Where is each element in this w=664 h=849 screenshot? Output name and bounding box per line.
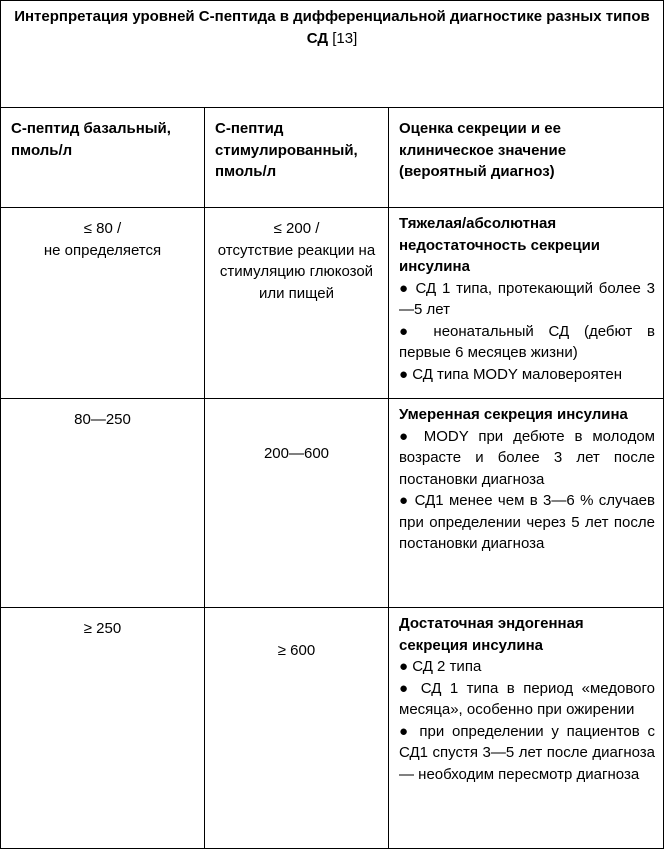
assessment-bullet: ● при определении у пациентов с СД1 спустя 3—5 лет после диагноза — необходим пересмотр диагноза — [399, 722, 655, 783]
basal-value: ≤ 80 / — [83, 220, 122, 237]
stimulated-cell — [205, 608, 389, 849]
table-row — [1, 208, 664, 399]
stimulated-value: 200—600 — [263, 445, 330, 462]
stimulated-cell — [205, 208, 389, 399]
stimulated-note: отсутствие реакции на стимуляцию глюкозой или пищей — [217, 241, 376, 302]
header-basal: С-пептид базальный, пмоль/л — [1, 108, 205, 208]
assessment-title: Умеренная секреция инсулина — [399, 406, 628, 423]
assessment-bullet: ● СД 2 типа — [399, 658, 482, 675]
table-title-reference: [13] — [332, 29, 358, 47]
assessment-cell — [389, 608, 664, 849]
assessment-title: Достаточная эндогенная секреция инсулина — [399, 615, 584, 654]
assessment-cell — [389, 399, 664, 608]
assessment-title: Тяжелая/абсолютная недостаточность секреции инсулина — [399, 215, 601, 275]
stimulated-cell — [205, 399, 389, 608]
header-stimulated: С-пептид стимулированный, пмоль/л — [205, 108, 389, 208]
assessment-bullet: ● MODY при дебюте в молодом возрасте и более 3 лет после постановки диагноза — [399, 427, 655, 488]
assessment-bullet: ● СД типа MODY маловероятен — [399, 365, 623, 383]
assessment-bullet: ● неонатальный СД (дебют в первые 6 месяцев жизни) — [399, 322, 655, 361]
stimulated-value: ≥ 600 — [277, 642, 316, 659]
table-row — [1, 608, 664, 849]
basal-cell — [1, 399, 205, 608]
assessment-bullet: ● СД 1 типа в период «медового месяца», особенно при ожирении — [399, 679, 655, 718]
assessment-bullet: ● СД 1 типа, протекающий более 3—5 лет — [399, 279, 655, 318]
basal-value: ≥ 250 — [83, 620, 122, 637]
basal-value: 80—250 — [74, 411, 131, 428]
basal-cell — [1, 208, 205, 399]
table-title — [1, 1, 664, 108]
header-assessment: Оценка секреции и ее клиническое значение (вероятный диагноз) — [389, 108, 664, 208]
assessment-bullet: ● СД1 менее чем в 3—6 % случаев при определении через 5 лет после постановки диагноза — [399, 492, 655, 552]
assessment-cell — [389, 208, 664, 399]
basal-cell — [1, 608, 205, 849]
stimulated-value: ≤ 200 / — [273, 220, 320, 237]
table-row — [1, 399, 664, 608]
basal-note: не определяется — [43, 241, 162, 259]
table-title-text: Интерпретация уровней С-пептида в дифференциальной диагностике разных типов СД — [14, 8, 650, 47]
